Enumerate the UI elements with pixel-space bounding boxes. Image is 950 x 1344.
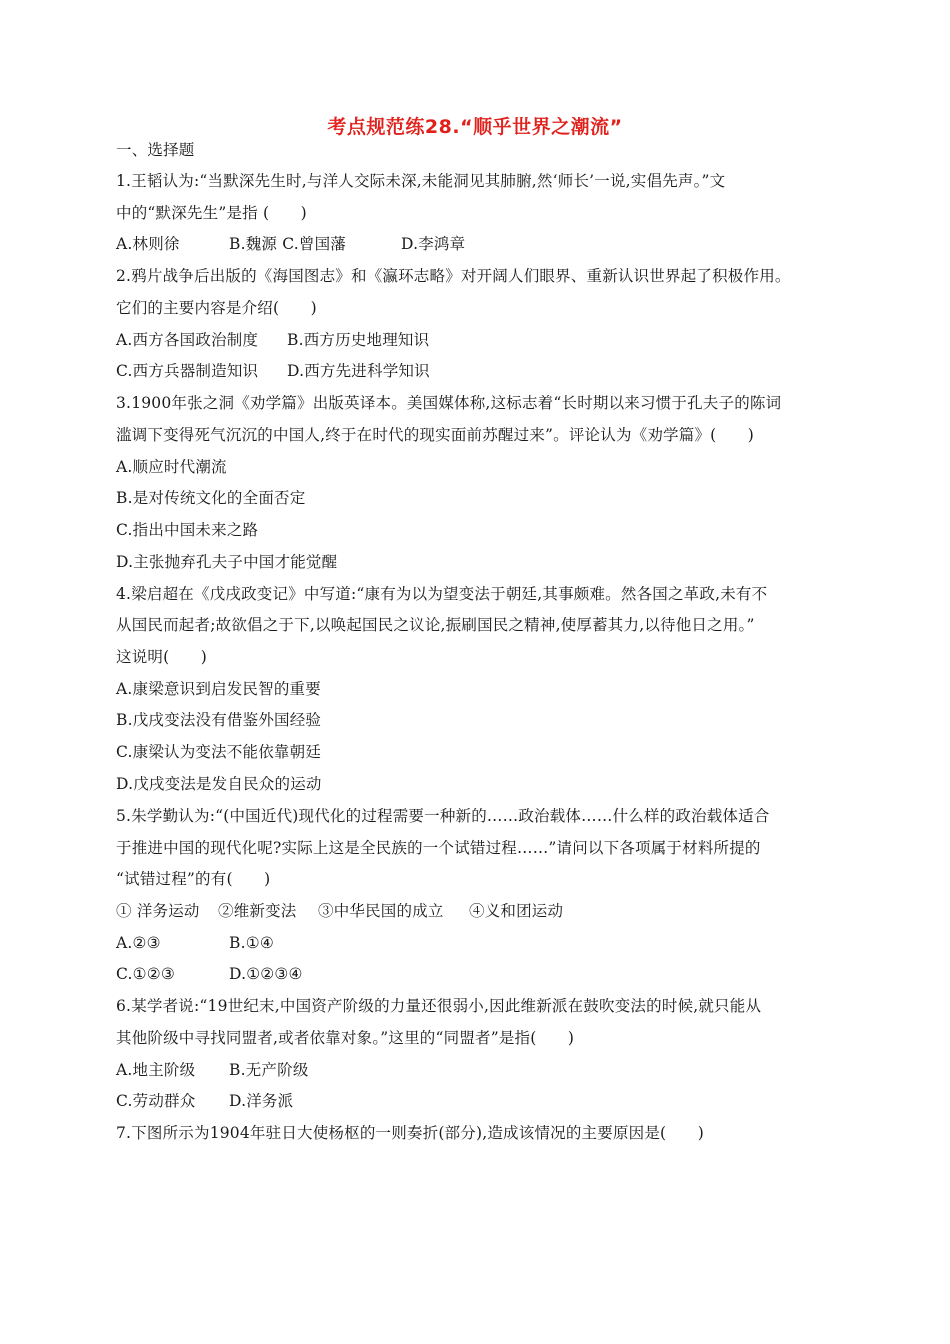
q5-item-4: ④义和团运动 bbox=[469, 902, 564, 920]
page-title: 考点规范练28.“顺乎世界之潮流” bbox=[327, 116, 623, 138]
q6-option-b: B.无产阶级 bbox=[229, 1061, 309, 1079]
section-heading: 一、选择题 bbox=[116, 141, 195, 159]
q5-stem-line1: 5.朱学勤认为:“(中国近代)现代化的过程需要一种新的……政治载体……什么样的政治载体适合 bbox=[116, 807, 770, 825]
q4-option-b: B.戊戌变法没有借鉴外国经验 bbox=[116, 711, 322, 729]
q4-option-a: A.康梁意识到启发民智的重要 bbox=[116, 680, 321, 698]
q3-option-a: A.顺应时代潮流 bbox=[116, 458, 227, 476]
q6-option-c: C.劳动群众 bbox=[116, 1092, 196, 1110]
q4-stem-line1: 4.梁启超在《戊戌政变记》中写道:“康有为以为望变法于朝廷,其事颇难。然各国之革政,未有不 bbox=[116, 585, 768, 603]
q6-option-a: A.地主阶级 bbox=[116, 1061, 196, 1079]
q5-option-a: A.②③ bbox=[116, 934, 161, 952]
q5-item-2: ②维新变法 bbox=[218, 902, 297, 920]
q4-option-d: D.戊戌变法是发自民众的运动 bbox=[116, 775, 322, 793]
q5-stem-line2: 于推进中国的现代化呢?实际上这是全民族的一个试错过程……”请问以下各项属于材料所提的 bbox=[116, 839, 761, 857]
q6-stem-line1: 6.某学者说:“19世纪末,中国资产阶级的力量还很弱小,因此维新派在鼓吹变法的时候,就只能从 bbox=[116, 997, 762, 1015]
q3-option-b: B.是对传统文化的全面否定 bbox=[116, 489, 306, 507]
q1-option-a: A.林则徐 bbox=[116, 235, 180, 253]
q2-stem-line1: 2.鸦片战争后出版的《海国图志》和《瀛环志略》对开阔人们眼界、重新认识世界起了积极作用。 bbox=[116, 267, 791, 285]
q5-option-d: D.①②③④ bbox=[229, 965, 303, 983]
q5-option-c: C.①②③ bbox=[116, 965, 175, 983]
q1-stem-line2: 中的“默深先生”是指 ( ) bbox=[116, 204, 307, 222]
q3-stem-line2: 滥调下变得死气沉沉的中国人,终于在时代的现实面前苏醒过来”。评论认为《劝学篇》( ) bbox=[116, 426, 755, 444]
q4-stem-line2: 从国民而起者;故欲倡之于下,以唤起国民之议论,振刷国民之精神,使厚蓄其力,以待他日之用。” bbox=[116, 616, 755, 634]
q5-option-b: B.①④ bbox=[229, 934, 274, 952]
q2-option-b: B.西方历史地理知识 bbox=[287, 331, 430, 349]
q2-option-d: D.西方先进科学知识 bbox=[287, 362, 430, 380]
q4-stem-line3: 这说明( ) bbox=[116, 648, 207, 666]
q2-option-a: A.西方各国政治制度 bbox=[116, 331, 259, 349]
q1-option-bc: B.魏源 C.曾国藩 bbox=[229, 235, 346, 253]
q5-item-3: ③中华民国的成立 bbox=[318, 902, 444, 920]
q3-option-c: C.指出中国未来之路 bbox=[116, 521, 259, 539]
q3-stem-line1: 3.1900年张之洞《劝学篇》出版英译本。美国媒体称,这标志着“长时期以来习惯于孔夫子的陈词 bbox=[116, 394, 782, 412]
q4-option-c: C.康梁认为变法不能依靠朝廷 bbox=[116, 743, 322, 761]
q5-item-1: ① 洋务运动 bbox=[116, 902, 200, 920]
q5-stem-line3: “试错过程”的有( ) bbox=[116, 870, 271, 888]
q7-stem-line1: 7.下图所示为1904年驻日大使杨枢的一则奏折(部分),造成该情况的主要原因是( ) bbox=[116, 1124, 704, 1142]
q6-stem-line2: 其他阶级中寻找同盟者,或者依靠对象。”这里的“同盟者”是指( ) bbox=[116, 1029, 575, 1047]
q2-option-c: C.西方兵器制造知识 bbox=[116, 362, 259, 380]
q3-option-d: D.主张抛弃孔夫子中国才能觉醒 bbox=[116, 553, 338, 571]
q6-option-d: D.洋务派 bbox=[229, 1092, 294, 1110]
q2-stem-line2: 它们的主要内容是介绍( ) bbox=[116, 299, 317, 317]
q1-option-d: D.李鸿章 bbox=[401, 235, 466, 253]
q1-stem-line1: 1.王韬认为:“当默深先生时,与洋人交际未深,未能洞见其肺腑,然‘师长’一说,实倡先声。”文 bbox=[116, 172, 726, 190]
